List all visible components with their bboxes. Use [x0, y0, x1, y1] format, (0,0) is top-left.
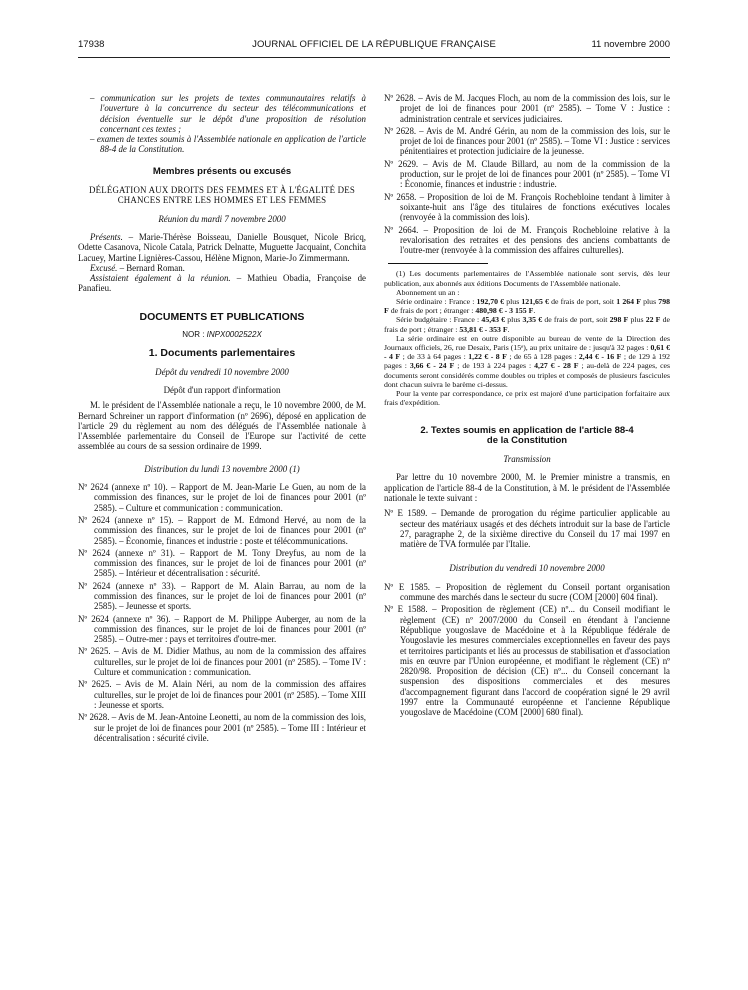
presents-label: Présents. — [90, 231, 123, 242]
presents-paragraph — [78, 232, 366, 263]
document-item: Nº 2625. – Avis de M. Didier Mathus, au nom de la commission des affaires culturelles, sur le projet de loi de finances pour 2001 (nº 2585). – Tome IV : Culture et communication : communication. — [78, 646, 366, 678]
transmission-title: Transmission — [503, 454, 551, 465]
footnote-abonnement: Abonnement un an : — [396, 287, 460, 297]
header-rule — [78, 57, 670, 58]
document-item: Nº E 1585. – Proposition de règlement du Conseil portant organisation commune des marchés dans le secteur du sucre (COM [2000] 604 final). — [384, 581, 670, 603]
journal-title: JOURNAL OFFICIEL DE LA RÉPUBLIQUE FRANÇAISE — [252, 39, 496, 50]
transmission-text: Par lettre du 10 novembre 2000, M. le Premier ministre a transmis, en application de l'article 88-4 de la Constitution, à M. le président de l'Assemblée nationale le texte suivant : — [384, 472, 670, 503]
nor-code: INPX0002522X — [206, 330, 262, 340]
footnote-serie-ordinaire: Série ordinaire : France : 192,70 € plus 121,65 € de frais de port, soit 1 264 F plus 798 F de frais de port ; étranger : 480,98 € - 3 155 F. — [384, 297, 670, 316]
document-item: Nº 2624 (annexe nº 15). – Rapport de M. Edmond Hervé, au nom de la commission des finances, sur le projet de loi de finances pour 2001 (nº 2585). – Économie, finances et industrie : poste et télécommunications. — [78, 514, 366, 546]
left-column — [78, 93, 366, 745]
agenda-bullet: – communication sur les projets de textes communautaires relatifs à l'ouverture à la concurrence du secteur des télécommunications et décision éventuelle sur le dépôt d'une proposition de résolution concernant ces textes ; — [90, 93, 366, 134]
page-header — [78, 40, 670, 54]
document-item: Nº 2625. – Avis de M. Alain Néri, au nom de la commission des affaires culturelles, sur le projet de loi de finances pour 2001 (nº 2585). – Tome XIII : Jeunesse et sports. — [78, 679, 366, 710]
document-item: Nº 2624 (annexe nº 36). – Rapport de M. Philippe Auberger, au nom de la commission des finances, sur le projet de loi de finances pour 2001 (nº 2585). – Outre-mer : pays et territoires d'outre-mer. — [78, 613, 366, 645]
transmission-item: Nº E 1589. – Demande de prorogation du régime particulier applicable au secteur des matériaux usagés et des déchets introduit sur la base de l'article 27, paragraphe 2, de la sixième directive du Conseil du 17 mai 1997 en matière de TVA formulée par l'Italie. — [384, 508, 670, 550]
document-item: Nº E 1588. – Proposition de règlement (CE) nº... du Conseil modifiant le règlement (CE) nº 2007/2000 du Conseil en étendant à l'ancienne République yougoslave de Macédoine et à la République fédérale de Yougoslavie les mesures commerciales exceptionnelles en faveur des pays et territoires participants et liés au processus de stabilisation et d'association mis en œuvre par l'Union européenne, et modifiant le règlement (CE) nº 2820/98. Proposition de décision (CE) nº... du Conseil concernant la suspension des dispositions commerciales et des mesures d'accompagnement figurant dans l'accord de coopération signé le 29 avril 1997 entre la Communauté européenne et l'ancienne République yougoslave de Macédoine (COM [2000] 680 final). — [384, 604, 670, 718]
footnote — [384, 269, 670, 407]
delegation-title: DÉLÉGATION AUX DROITS DES FEMMES ET À L'ÉGALITÉ DES CHANCES ENTRE LES HOMMES ET LES FEMMES — [88, 185, 356, 206]
depot-rapport-title: Dépôt d'un rapport d'information — [163, 384, 281, 395]
footnote-correspondance: Pour la vente par correspondance, ce prix est majoré d'une participation forfaitaire aux frais d'expédition. — [384, 389, 670, 408]
document-item: Nº 2628. – Avis de M. André Gérin, au nom de la commission des lois, sur le projet de loi de finances pour 2001 (nº 2585). – Tome VI : Justice : services pénitentiaires et protection judiciaire de la jeunesse. — [384, 125, 670, 157]
page-number: 17938 — [78, 39, 105, 50]
document-item: Nº 2664. – Proposition de loi de M. François Rochebloine relative à la revalorisation des retraites et des pensions des anciens combattants de l'outre-mer (renvoyée à la commission des affaires culturelles). — [384, 224, 670, 256]
section1-title: 1. Documents parlementaires — [148, 347, 296, 360]
document-item: Nº 2624 (annexe nº 33). – Rapport de M. Alain Barrau, au nom de la commission des finances, sur le projet de loi de finances pour 2001 (nº 2585). – Jeunesse et sports. — [78, 580, 366, 612]
issue-date: 11 novembre 2000 — [591, 39, 670, 50]
excuse-paragraph — [78, 263, 366, 273]
distribution2-title: Distribution du vendredi 10 novembre 2000 — [449, 563, 605, 574]
excuse-label: Excusé. — [90, 262, 118, 273]
nor-line — [78, 330, 366, 340]
excuse-text: – Bernard Roman. — [117, 262, 185, 273]
depot-rapport-text: M. le président de l'Assemblée nationale a reçu, le 10 novembre 2000, de M. Bernard Schreiner un rapport d'information (nº 2696), déposé en application de l'article 29 du règlement au nom des délégués de l'Assemblée nationale à l'Assemblée parlementaire du Conseil de l'Europe sur l'activité de cette assemblée au cours de sa session ordinaire de 1999. — [78, 400, 366, 452]
nor-label: NOR : — [182, 330, 207, 340]
members-title: Membres présents ou excusés — [152, 165, 292, 177]
document-item: Nº 2628. – Avis de M. Jean-Antoine Leonetti, au nom de la commission des lois, sur le projet de loi de finances pour 2001 (nº 2585). – Tome III : Intérieur et décentralisation : sécurité civile. — [78, 712, 366, 743]
depot-date: Dépôt du vendredi 10 novembre 2000 — [155, 366, 289, 377]
distribution-title: Distribution du lundi 13 novembre 2000 (1) — [144, 463, 300, 474]
assist-text: – Mathieu Obadia, Françoise de Panafieu. — [78, 273, 366, 294]
section2-title-line2: de la Constitution — [486, 434, 568, 446]
footnote-serie-budgetaire: Série budgétaire : France : 45,43 € plus 3,35 € de frais de port, soit 298 F plus 22 F de frais de port ; étranger : 53,81 € - 353 F. — [384, 315, 670, 334]
documents-title: DOCUMENTS ET PUBLICATIONS — [139, 310, 305, 323]
right-column — [384, 93, 670, 720]
assist-paragraph — [78, 273, 366, 294]
document-item: Nº 2628. – Avis de M. Jacques Floch, au nom de la commission des lois, sur le projet de loi de finances pour 2001 (nº 2585). – Tome V : Justice : administration centrale et services judiciaires. — [384, 93, 670, 124]
footnote-vente: La série ordinaire est en outre disponible au bureau de vente de la Direction des Journaux officiels, 26, rue Desaix, Paris (15ᵉ), au prix unitaire de : jusqu'à 32 pages : 0,61 € - 4 F ; de 33 à 64 pages : 1,22 € - 8 F ; de 65 à 128 pages : 2,44 € - 16 F ; de 129 à 192 pages : 3,66 € - 24 F ; de 193 à 224 pages : 4,27 € - 28 F ; au-delà de 224 pages, ces documents seront considérés comme doubles ou triples et composés de plusieurs fascicules dont chacun suivra le barème ci-dessus. — [384, 333, 671, 389]
document-item: Nº 2658. – Proposition de loi de M. François Rochebloine tendant à limiter à soixante-huit ans l'âge des titulaires de fonctions exécutives locales (renvoyée à la commission des lois). — [384, 191, 670, 223]
agenda-bullet: – examen de textes soumis à l'Assemblée nationale en application de l'article 88-4 de la Constitution. — [90, 134, 366, 155]
footnote-divider — [388, 257, 488, 264]
presents-text: – Marie-Thérèse Boisseau, Danielle Bousquet, Nicole Bricq, Odette Casanova, Nicole Catala, Patrick Delnatte, Muguette Jacquaint, Conchita Lacuey, Martine Lignières-Cassou, Hélène Mignon, Marie-Jo Zimmermann. — [78, 231, 366, 263]
document-item: Nº 2629. – Avis de M. Claude Billard, au nom de la commission de la production, sur le projet de loi de finances pour 2001 (nº 2585). – Tome VI : Économie, finances et industrie : industrie. — [384, 158, 670, 190]
meeting-date: Réunion du mardi 7 novembre 2000 — [158, 213, 286, 224]
document-item: Nº 2624 (annexe nº 10). – Rapport de M. Jean-Marie Le Guen, au nom de la commission des finances, sur le projet de loi de finances pour 2001 (nº 2585). – Culture et communication : communication. — [78, 482, 366, 513]
footnote-note: (1) Les documents parlementaires de l'Assemblée nationale sont servis, dès leur publication, aux abonnés aux éditions Documents de l'Assemblée nationale. — [384, 269, 670, 288]
assist-label: Assistaient également à la réunion. — [90, 273, 231, 284]
document-item: Nº 2624 (annexe nº 31). – Rapport de M. Tony Dreyfus, au nom de la commission des finances, sur le projet de loi de finances pour 2001 (nº 2585). – Intérieur et décentralisation : sécurité. — [78, 547, 366, 579]
section2-title-line1: 2. Textes soumis en application de l'article 88-4 — [420, 424, 634, 436]
